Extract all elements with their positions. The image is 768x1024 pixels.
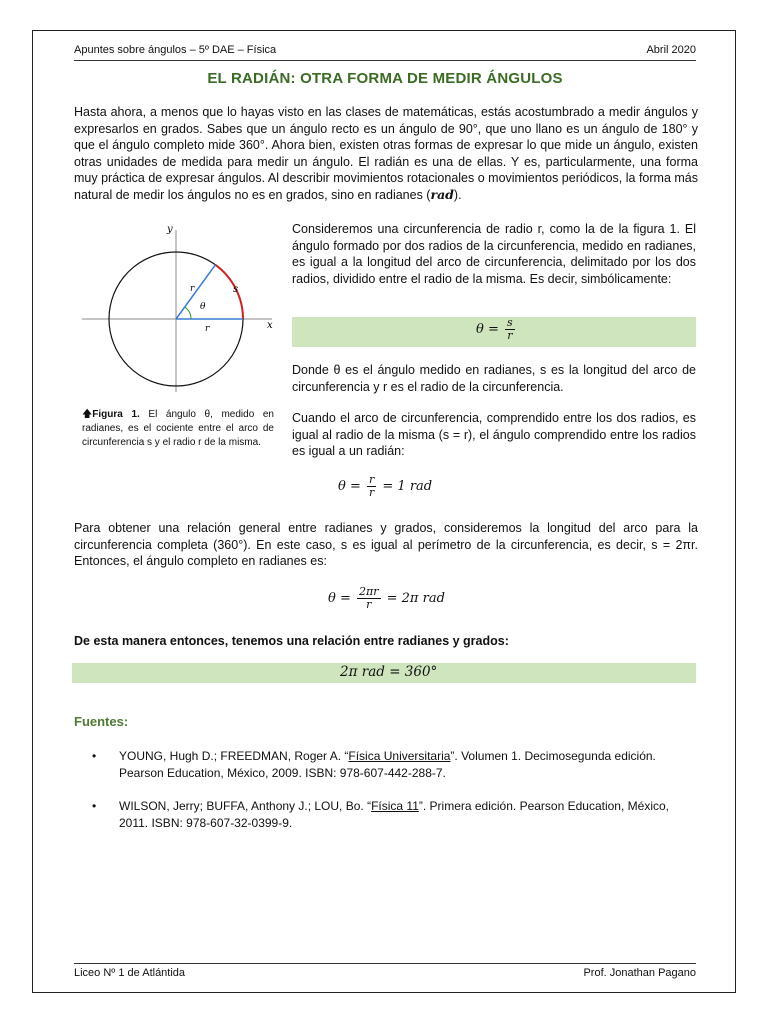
eq2-numerator: r bbox=[369, 473, 375, 486]
source-2-post: ”. Primera edición. Pearson Education, México, 2011. ISBN: 978-607-32-0399-9. bbox=[119, 799, 669, 830]
footer-divider bbox=[74, 963, 696, 964]
equation-one-radian bbox=[338, 474, 432, 499]
eq3-fraction bbox=[357, 586, 381, 611]
eq2-denominator: r bbox=[369, 486, 375, 499]
footer-left: Liceo Nº 1 de Atlántida bbox=[74, 967, 186, 979]
radius-label-diagonal: r bbox=[190, 284, 195, 294]
page-footer bbox=[74, 967, 696, 979]
sources-heading: Fuentes: bbox=[74, 714, 129, 729]
caption-text: El ángulo θ, medido en radianes, es el cociente entre el arco de circunferencia s y el radio r de la misma. bbox=[82, 409, 274, 448]
eq1-numerator: s bbox=[507, 316, 513, 329]
eq1-lhs: θ = bbox=[476, 322, 499, 337]
eq1-fraction bbox=[505, 317, 515, 342]
paragraph-one-radian: Cuando el arco de circunferencia, comprendido entre los dos radios, es igual al radio de la misma (s = r), el ángulo comprendido entre los radios es igual a un radián: bbox=[292, 411, 696, 458]
source-text-1 bbox=[92, 748, 698, 782]
intro-end: ). bbox=[453, 187, 462, 202]
radius-diagonal bbox=[176, 265, 215, 319]
radius-label-horizontal: r bbox=[205, 324, 210, 334]
eq3-numerator: 2πr bbox=[359, 585, 379, 598]
source-text-2 bbox=[92, 798, 698, 832]
source-item-2 bbox=[92, 798, 698, 832]
eq3-rhs: = 2π rad bbox=[386, 591, 445, 606]
intro-paragraph bbox=[74, 104, 698, 203]
axis-y-label: y bbox=[167, 224, 173, 235]
paragraph-general-relation: Para obtener una relación general entre radianes y grados, consideremos la longitud del arco para la circunferencia completa (360°). En este caso, s es igual al perímetro de la circunferencia, es decir, s = 2πr. Entonces, el ángulo completo en radianes es: bbox=[74, 521, 698, 568]
circle-figure bbox=[74, 220, 284, 400]
arc-s bbox=[215, 265, 243, 319]
theta-label: θ bbox=[200, 302, 206, 312]
caption-label: Figura 1. bbox=[92, 409, 140, 420]
axis-x-label: x bbox=[267, 320, 273, 331]
arc-label-s: s bbox=[233, 284, 239, 295]
page-title: EL RADIÁN: OTRA FORMA DE MEDIR ÁNGULOS bbox=[207, 70, 563, 87]
source-item-1 bbox=[92, 748, 698, 782]
header-left: Apuntes sobre ángulos – 5º DAE – Física bbox=[74, 44, 277, 56]
eq3-denominator: r bbox=[366, 598, 372, 611]
source-2-title-link[interactable]: Física 11 bbox=[371, 799, 419, 813]
eq2-fraction bbox=[367, 474, 376, 499]
arrow-up-icon: 🡅 bbox=[82, 409, 93, 420]
bullet-icon: • bbox=[92, 799, 97, 813]
paragraph-definition: Consideremos una circunferencia de radio r, como la de la figura 1. El ángulo formado por dos radios de la circunferencia, medido en radianes, es igual a la longitud del arco de circunferencia, delimitado por los dos radios, dividido entre el radio de la misma. Es decir, simbólicamente: bbox=[292, 222, 696, 286]
page-header bbox=[74, 44, 696, 56]
paragraph-conclusion: De esta manera entonces, tenemos una relación entre radianes y grados: bbox=[74, 634, 509, 648]
intro-text: Hasta ahora, a menos que lo hayas visto en las clases de matemáticas, estás acostumbrado a medir ángulos y expresarlos en grados. Sabes que un ángulo recto es un ángulo de 90°, que uno llano es un ángulo de 180° y que el ángulo completo mide 360°. Ahora bien, existen otras formas de expresar lo que mide un ángulo, existen otras unidades de medida para medir un ángulo. El radián es una de ellas. Y es, particularmente, una forma muy práctica de expresar ángulos. Al describir movimientos rotacionales o movimientos periódicos, la forma más natural de medir los ángulos no es en grados, sino en radianes ( bbox=[74, 105, 698, 202]
equation-theta-s-r bbox=[476, 317, 517, 342]
header-divider bbox=[74, 60, 696, 61]
source-1-pre: YOUNG, Hugh D.; FREEDMAN, Roger A. “ bbox=[119, 749, 349, 763]
figure-caption bbox=[82, 408, 274, 450]
header-right: Abril 2020 bbox=[646, 44, 696, 56]
source-1-title-link[interactable]: Física Universitaria bbox=[348, 749, 451, 763]
intro-unit: rad bbox=[430, 186, 454, 202]
eq2-lhs: θ = bbox=[338, 479, 361, 494]
bullet-icon: • bbox=[92, 749, 97, 763]
equation-full-circle bbox=[328, 586, 445, 611]
equation-radian-degrees: 2π rad = 360° bbox=[340, 664, 438, 680]
source-2-pre: WILSON, Jerry; BUFFA, Anthony J.; LOU, Bo. “ bbox=[119, 799, 372, 813]
footer-right: Prof. Jonathan Pagano bbox=[583, 967, 696, 979]
eq1-denominator: r bbox=[507, 329, 513, 342]
eq3-lhs: θ = bbox=[328, 591, 351, 606]
theta-arc bbox=[185, 307, 191, 319]
paragraph-where: Donde θ es el ángulo medido en radianes, s es la longitud del arco de circunferencia y r es el radio de la circunferencia. bbox=[292, 363, 696, 394]
eq2-rhs: = 1 rad bbox=[382, 479, 433, 494]
source-1-post: ”. Volumen 1. Decimosegunda edición. Pearson Education, México, 2009. ISBN: 978-607-442-288-7. bbox=[119, 749, 656, 780]
